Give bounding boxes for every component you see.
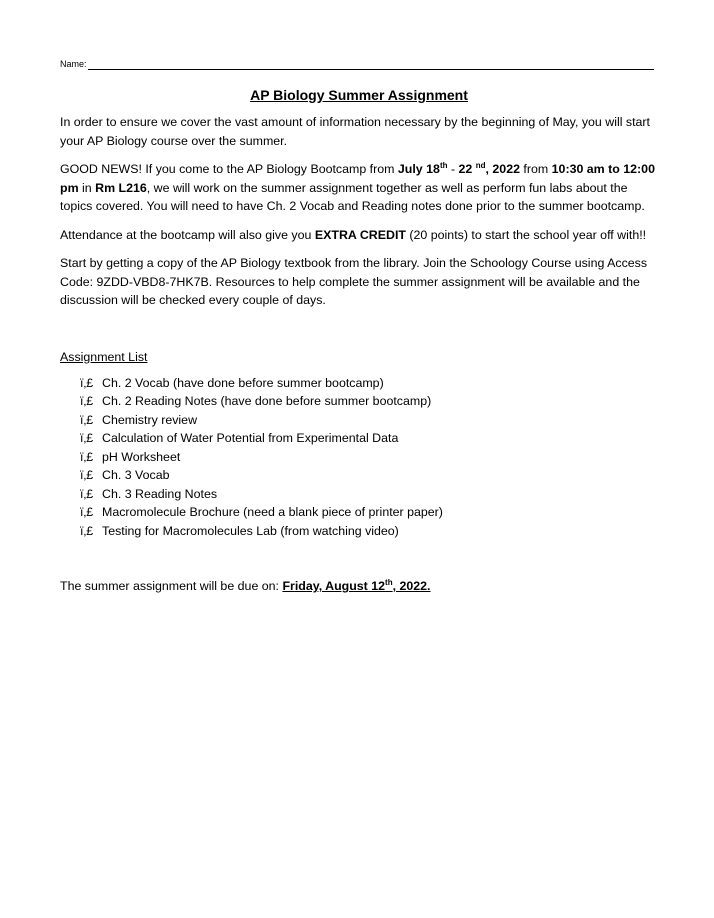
bootcamp-date-start: July 18 (397, 162, 440, 176)
attendance-lead: Attendance at the bootcamp will also give you (60, 227, 315, 242)
bullet-glyph: ï‚£ (80, 375, 94, 390)
name-field-line (60, 58, 658, 70)
bullet-glyph: ï‚£ (80, 486, 94, 501)
bootcamp-dash: - (447, 162, 459, 176)
bootcamp-date-end-sup: nd (475, 161, 486, 170)
list-item (80, 485, 658, 504)
start-paragraph: Start by getting a copy of the AP Biology textbook from the library. Join the Schoology Course using Access Code: 9ZDD-VBD8-7HK7B. Resources to help complete the summer assignment will be available and the discussion will be checked every couple of days. (60, 256, 648, 307)
bullet-glyph: ï‚£ (80, 431, 94, 445)
bootcamp-paragraph (60, 160, 658, 216)
due-date-main: Friday, August 12 (282, 579, 386, 593)
bootcamp-date-start-sup: th (439, 161, 448, 170)
due-lead: The summer assignment will be due on: (60, 579, 283, 593)
bootcamp-rest: , we will work on the summer assignment together as well as perform fun labs about the topics covered. You will need to have Ch. 2 Vocab and Reading notes done prior to the summer bootcamp. (60, 180, 645, 213)
list-item (80, 466, 658, 485)
attendance-rest: (20 points) to start the school year off with!! (405, 227, 647, 242)
bullet-glyph: ï‚£ (80, 523, 94, 538)
bullet-glyph: ï‚£ (80, 449, 94, 464)
bootcamp-time: 10:30 am to 12:00 pm (60, 162, 655, 195)
list-item-text: Testing for Macromolecules Lab (from watching video) (102, 523, 399, 538)
list-item (80, 522, 658, 541)
list-item-text: Calculation of Water Potential from Experimental Data (102, 431, 399, 445)
list-item-text: Ch. 2 Vocab (have done before summer bootcamp) (102, 375, 384, 390)
list-item-text: Macromolecule Brochure (need a blank piece of printer paper) (102, 505, 443, 519)
bullet-glyph: ï‚£ (80, 468, 94, 482)
due-date (282, 579, 430, 593)
list-item-text: Chemistry review (102, 412, 198, 427)
list-item (80, 392, 658, 411)
list-item (80, 429, 658, 448)
due-date-paragraph (60, 577, 658, 596)
assignment-list-heading: Assignment List (60, 349, 148, 364)
bootcamp-room: Rm L216 (95, 180, 147, 195)
attendance-paragraph (60, 226, 658, 245)
name-label: Name: (60, 59, 87, 69)
due-date-year: , 2022. (392, 579, 431, 593)
bootcamp-from: from (519, 162, 552, 176)
list-item-text: Ch. 3 Reading Notes (102, 486, 218, 501)
list-item (80, 411, 658, 430)
bootcamp-lead: GOOD NEWS! If you come to the AP Biology Bootcamp from (60, 162, 398, 176)
bootcamp-year: , 2022 (485, 162, 520, 176)
page-title: AP Biology Summer Assignment (250, 87, 468, 103)
bullet-glyph: ï‚£ (80, 394, 94, 408)
list-item (80, 503, 658, 522)
bullet-glyph: ï‚£ (80, 505, 94, 519)
list-item (80, 374, 658, 393)
intro-paragraph: In order to ensure we cover the vast amount of information necessary by the beginning of May, you will start your AP Biology course over the summer. (60, 115, 651, 148)
due-date-sup: th (385, 578, 393, 587)
extra-credit-text: EXTRA CREDIT (314, 227, 406, 242)
list-item-text: pH Worksheet (102, 449, 181, 464)
list-item-text: Ch. 2 Reading Notes (have done before summer bootcamp) (102, 394, 432, 408)
document-page (60, 58, 658, 596)
bootcamp-date-end: 22 (458, 162, 476, 176)
list-item-text: Ch. 3 Vocab (102, 468, 170, 482)
assignment-list (60, 374, 658, 541)
list-item (80, 448, 658, 467)
bootcamp-in: in (78, 180, 96, 195)
bullet-glyph: ï‚£ (80, 412, 94, 427)
name-blank-rule (88, 59, 654, 70)
bootcamp-date-end-group (459, 162, 520, 176)
bootcamp-date-range (398, 162, 448, 176)
